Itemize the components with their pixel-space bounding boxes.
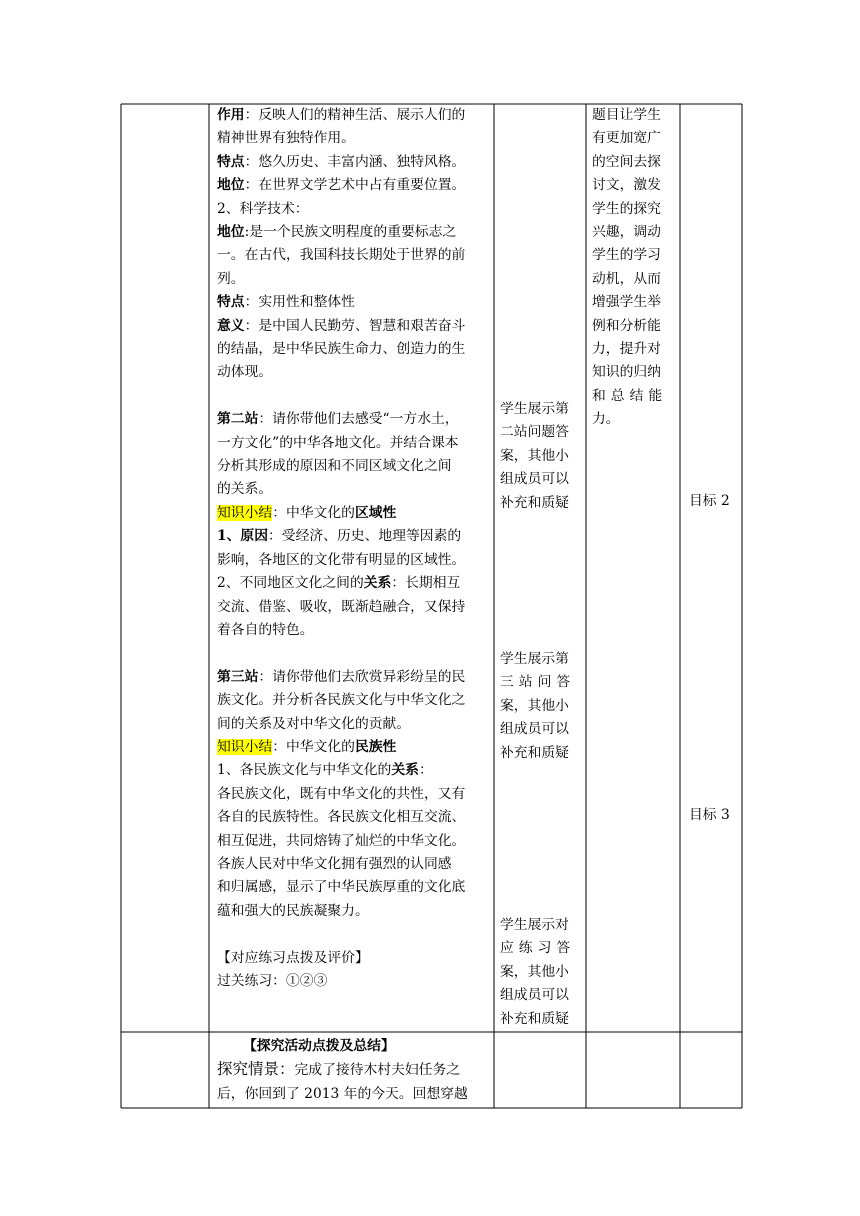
intent-text: 增强学生举: [592, 294, 661, 311]
station2-text-cont: 分析其形成的原因和不同区域文化之间: [217, 458, 452, 475]
text-line: [217, 127, 489, 150]
reason-text: ：受经济、历史、地理等因素的: [268, 528, 462, 545]
bottom-row-content: [217, 1035, 489, 1106]
text-line: [217, 221, 489, 244]
intent-text: 讨文，激发: [592, 177, 661, 194]
student-text: 组成员可以: [500, 471, 569, 488]
summary2-text: ：中华文化的: [272, 504, 355, 521]
text-line: [217, 1058, 489, 1082]
text-line: [217, 759, 489, 782]
student-text: 补充和质疑: [500, 494, 569, 511]
student-text: 案，其他小: [500, 963, 569, 980]
station2-text: ：请你带他们去感受“一方水土，: [258, 411, 459, 428]
student-text: 案，其他小: [500, 697, 569, 714]
intent-text: 动机，从而: [592, 270, 661, 287]
practice-text: 过关练习：①②③: [217, 972, 328, 989]
function-text-cont: 精神世界有独特作用。: [217, 130, 355, 147]
science-heading: 2、科学技术：: [217, 200, 309, 217]
sci-status-label: 地位: [217, 224, 245, 241]
relation-text-cont: 交流、借鉴、吸收，既渐趋融合，又保持: [217, 598, 466, 615]
meaning-text-end: 动体现。: [217, 364, 273, 381]
text-line: [217, 525, 489, 548]
intent-text: 学生的学习: [592, 247, 661, 264]
summary3-keyword: 民族性: [354, 738, 397, 755]
blank-line: [217, 642, 489, 665]
status-label: 地位: [217, 177, 245, 194]
scene-text-cont: 后，你回到了 2013 年的今天。回想穿越: [217, 1085, 468, 1102]
blank-line: [217, 923, 489, 946]
design-intent-cell: [592, 104, 672, 432]
goal-2-label: 目标 2: [689, 493, 730, 509]
relation-text-1: ：长期相互: [391, 575, 461, 592]
sci-status-text: :是一个民族文明程度的重要标志之: [244, 224, 457, 241]
text-line: [217, 666, 489, 689]
student-text: 二站问题答: [500, 424, 569, 441]
intent-text: 力，提升对: [592, 341, 661, 358]
student-text: 补充和质疑: [500, 1010, 569, 1027]
summary2-keyword: 区域性: [354, 504, 397, 521]
station3-text: ：请你带他们去欣赏异彩纷呈的民: [258, 668, 466, 685]
inquiry-heading: 【探究活动点拨及总结】: [243, 1038, 395, 1054]
intent-text: 和总结能: [592, 387, 668, 404]
student-text: 应练习答: [500, 940, 576, 957]
student-text: 组成员可以: [500, 987, 569, 1004]
feature-text: ：悠久历史、丰富内涵、独特风格。: [244, 153, 466, 170]
content-cell: [217, 104, 489, 993]
summary-highlight: 知识小结: [217, 738, 273, 755]
station3-text-cont: 族文化。并分析各民族文化与中华文化之: [217, 692, 466, 709]
sci-status-text-cont: 一。在古代，我国科技长期处于世界的前: [217, 247, 466, 264]
intent-text: 例和分析能: [592, 317, 661, 334]
text-line: [217, 104, 489, 127]
intent-text: 兴趣，调动: [592, 224, 661, 241]
ethnic-text: 和归属感，显示了中华民族厚重的文化底: [217, 879, 466, 896]
intent-text: 力。: [592, 411, 620, 428]
student-text: 补充和质疑: [500, 744, 569, 761]
student-text: 学生展示对: [500, 917, 569, 933]
intent-text: 学生的探究: [592, 200, 661, 217]
student-activity-station3: [500, 648, 580, 765]
ethnic-text: 各族人民对中华文化拥有强烈的认同感: [217, 855, 452, 872]
sci-feature-text: ：实用性和整体性: [244, 294, 355, 311]
text-line: [217, 408, 489, 431]
meaning-text: ：是中国人民勤劳、智慧和艰苦奋斗: [244, 317, 466, 334]
relation-text-end: 着各自的特色。: [217, 621, 314, 638]
ethnic-text: 各自的民族特性。各民族文化相互交流、: [217, 809, 466, 826]
feature-label: 特点: [217, 153, 245, 170]
meaning-text-cont: 的结晶，是中华民族生命力、创造力的生: [217, 341, 466, 358]
sci-feature-label: 特点: [217, 294, 245, 311]
student-activity-practice: [500, 914, 580, 1031]
text-line: [217, 291, 489, 314]
student-text: 案，其他小: [500, 447, 569, 464]
reason-label: 1、原因: [217, 528, 268, 545]
text-line: [217, 151, 489, 174]
summary3-text: ：中华文化的: [272, 738, 355, 755]
intent-text: 有更加宽广: [592, 130, 661, 147]
function-label: 作用: [217, 107, 245, 123]
student-text: 学生展示第: [500, 651, 569, 667]
sci-status-text-end: 列。: [217, 270, 245, 287]
relation-text: 2、不同地区文化之间的: [217, 575, 364, 592]
ethnic-text: 蕴和强大的民族凝聚力。: [217, 902, 369, 919]
ethnic-text: 各民族文化，既有中华文化的共性，又有: [217, 785, 466, 802]
station3-label: 第三站: [217, 668, 259, 685]
station3-text-end: 间的关系及对中华文化的贡献。: [217, 715, 411, 732]
text-line: [217, 315, 489, 338]
student-text: 组成员可以: [500, 721, 569, 738]
ethnic-text: 相互促进，共同熔铸了灿烂的中华文化。: [217, 832, 466, 849]
student-activity-station2: [500, 398, 580, 515]
student-text: 三站问答: [500, 674, 576, 691]
scene-label: 探究情景：: [217, 1060, 295, 1079]
blank-line: [217, 385, 489, 408]
ethnic-rel-label: 关系: [391, 762, 419, 779]
intent-text: 知识的归纳: [592, 364, 661, 381]
text-line: [217, 174, 489, 197]
relation-label: 关系: [363, 575, 392, 592]
ethnic-rel-colon: ：: [418, 762, 433, 779]
text-line: [217, 736, 489, 759]
meaning-label: 意义: [217, 317, 245, 334]
status-text: ：在世界文学艺术中占有重要位置。: [244, 177, 466, 194]
function-text: ：反映人们的精神生活、展示人们的: [244, 107, 466, 123]
goal-3-label: 目标 3: [689, 807, 730, 823]
scene-text: 完成了接待木村夫妇任务之: [294, 1062, 461, 1079]
station2-text-cont: 一方文化”的中华各地文化。并结合课本: [217, 434, 459, 451]
summary-highlight: 知识小结: [217, 504, 273, 521]
station2-text-end: 的关系。: [217, 481, 273, 498]
station2-label: 第二站: [217, 411, 259, 428]
reason-text-cont: 影响，各地区的文化带有明显的区域性。: [217, 551, 466, 568]
intent-text: 题目让学生: [592, 107, 661, 123]
text-line: [217, 502, 489, 525]
ethnic-rel-text: 1、各民族文化与中华文化的: [217, 762, 392, 779]
text-line: [217, 572, 489, 595]
intent-text: 的空间去探: [592, 153, 661, 170]
practice-heading: 【对应练习点拨及评价】: [217, 949, 369, 966]
student-text: 学生展示第: [500, 401, 569, 417]
